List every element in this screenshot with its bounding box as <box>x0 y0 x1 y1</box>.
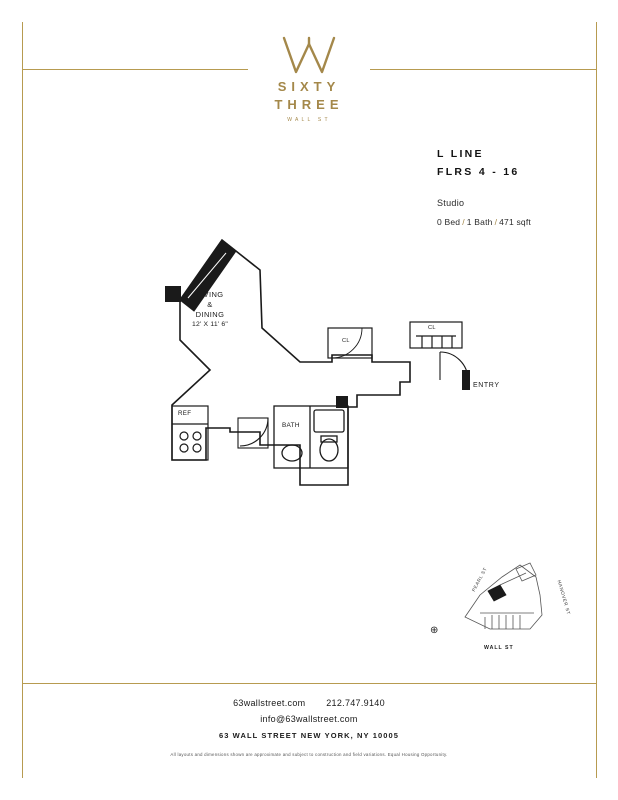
page-header <box>0 0 618 150</box>
footer-disclaimer: All layouts and dimensions shown are approximate and subject to construction and field variations. Equal Housing Opportunity. <box>170 752 448 757</box>
footer-rule <box>22 683 596 684</box>
brand-logo <box>224 36 394 123</box>
refrigerator-label: REF <box>178 410 192 417</box>
footer-email[interactable]: info@63wallstreet.com <box>260 714 358 724</box>
keymap-street-bottom: WALL ST <box>484 645 514 651</box>
brand-line-sixty: SIXTY <box>277 79 341 94</box>
unit-floors-label: FLRS 4 - 16 <box>437 166 520 178</box>
unit-baths: 1 Bath <box>466 217 493 227</box>
header-rule-right <box>370 69 596 70</box>
living-dimensions: 12' X 11' 6" <box>191 321 228 328</box>
unit-area: 471 sqft <box>499 217 531 227</box>
bath-label: BATH <box>282 422 300 429</box>
spec-separator-2: / <box>494 217 498 227</box>
site-key-map <box>430 555 590 660</box>
living-amp: & <box>207 300 213 309</box>
footer-address: 63 WALL STREET NEW YORK, NY 10005 <box>218 731 400 740</box>
closet-2-label: CL <box>428 325 436 331</box>
entry-label: ENTRY <box>473 382 500 389</box>
floor-plan-drawing <box>110 210 530 530</box>
unit-line-label: L LINE <box>437 148 484 160</box>
w-monogram-icon <box>280 36 338 76</box>
spec-separator-1: / <box>462 217 465 227</box>
footer-website[interactable]: 63wallstreet.com <box>233 698 306 708</box>
keymap-street-right: HANOVER ST <box>556 579 572 616</box>
living-text: LIVING <box>196 290 224 299</box>
dining-text: DINING <box>195 310 225 319</box>
compass-icon: ⊕ <box>430 625 439 636</box>
keymap-street-left: PEARL ST <box>470 566 488 593</box>
footer-phone[interactable]: 212.747.9140 <box>326 698 385 708</box>
unit-beds: 0 Bed <box>437 217 461 227</box>
closet-1-label: CL <box>342 338 350 344</box>
living-dining-label <box>165 290 255 330</box>
footer-contact-row <box>0 698 618 708</box>
brand-line-wallst: WALL ST <box>287 117 331 123</box>
brand-line-three: THREE <box>274 97 344 112</box>
unit-type-label: Studio <box>437 198 465 208</box>
header-rule-left <box>22 69 248 70</box>
page-footer <box>0 698 618 757</box>
floor-plan <box>110 210 530 530</box>
